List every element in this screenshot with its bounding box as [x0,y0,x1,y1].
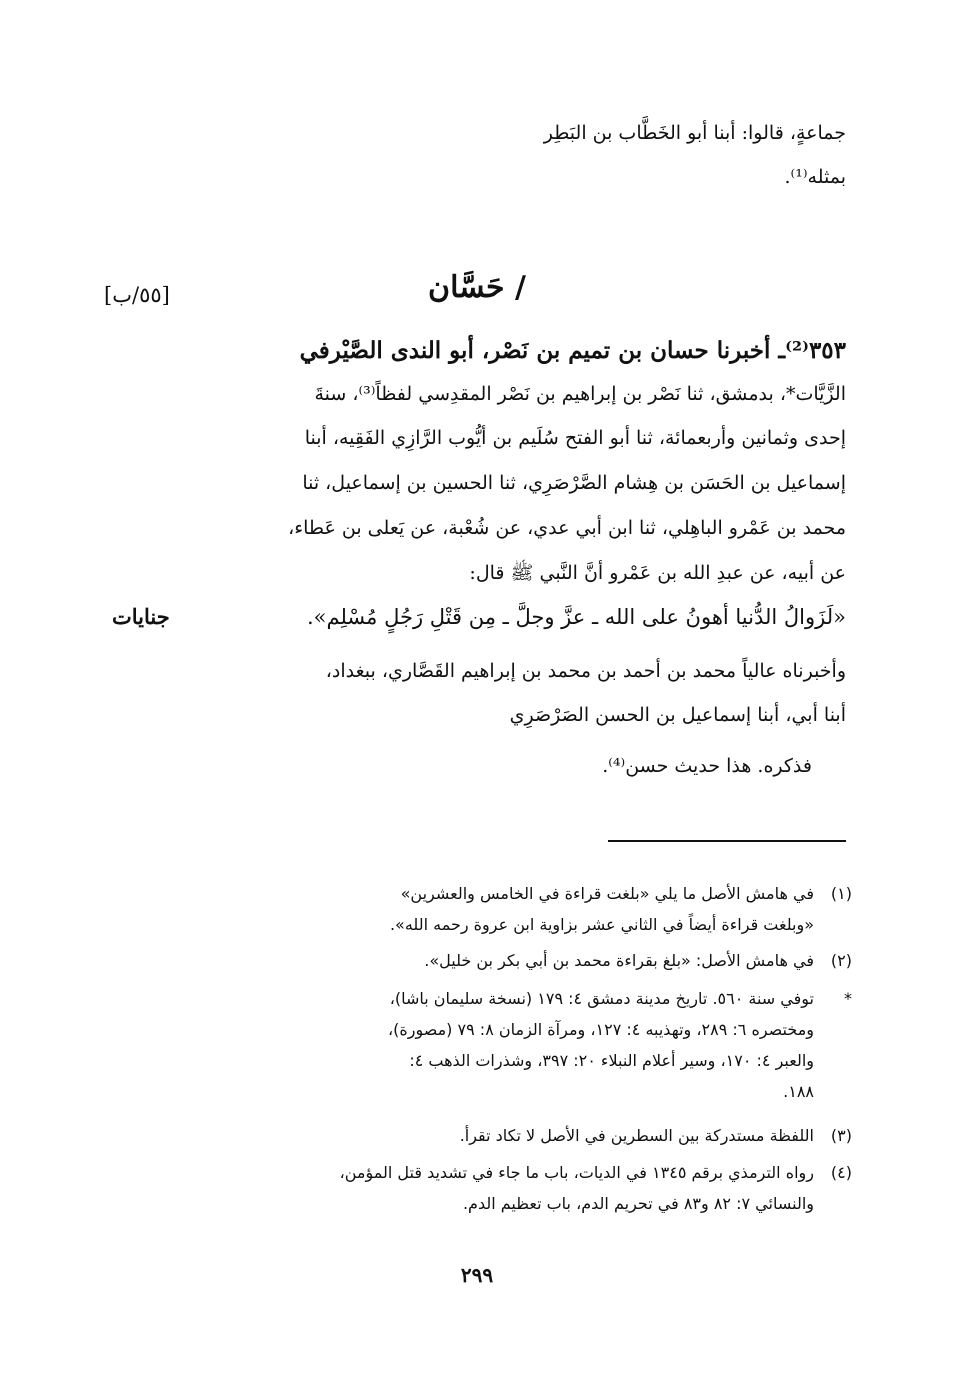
footnote-3 [106,1120,852,1151]
section-title: / حَسَّان [428,270,526,305]
footnote-star [106,983,852,1107]
chain-line-1: وأخبرناه عالياً محمد بن أحمد بن محمد بن إبراهيم القَصَّاري، ببغداد، [325,660,846,682]
footnote-text: ومختصره ٦: ٢٨٩، وتهذيبه ٤: ١٢٧، ومرآة الزمان ٨: ٧٩ (مصورة)، [387,1020,814,1039]
footnote-number: (١) [830,884,852,903]
folio-reference: [٥٥/ب] [104,283,170,307]
hadith-line-3: إسماعيل بن الحَسَن بن هِشام الصَّرْصَرِي، ثنا الحسين بن إسماعيل، ثنا [302,472,846,494]
footnote-2 [106,945,852,976]
footnote-text: والعبر ٤: ١٧٠، وسير أعلام النبلاء ٢٠: ٣٩٧، وشذرات الذهب ٤: [409,1051,814,1070]
footnote-text: في هامش الأصل: «بلغ بقراءة محمد بن أبي بكر بن خليل». [424,951,814,970]
footnote-number: (٣) [830,1126,852,1145]
footnote-text: في هامش الأصل ما يلي «بلغت قراءة في الخامس والعشرين» [400,884,814,903]
hadith-line-2: إحدى وثمانين وأربعمائة، ثنا أبو الفتح سُلَيم بن أيُّوب الرَّازِي الفَقِيه، أبنا [304,427,846,449]
footnote-text: رواه الترمذي برقم ١٣٤٥ في الديات، باب ما جاء في تشديد قتل المؤمن، [339,1163,814,1182]
grading-line: فذكره. هذا حديث حسن⁽⁴⁾. [602,755,812,777]
footnote-number: (٤) [830,1163,852,1182]
footnote-number: (٢) [830,951,852,970]
chain-line-2: أبنا أبي، أبنا إسماعيل بن الحسن الصَرْصَرِي [509,704,846,726]
hadith-heading: ٣٥٣⁽²⁾ـ أخبرنا حسان بن تميم بن نَصْر، أبو الندى الصَّيْرفي [299,337,846,364]
page-number: ٢٩٩ [460,1263,494,1287]
continuation-line-2: بمثله⁽¹⁾. [784,166,846,188]
footnote-text: اللفظة مستدركة بين السطرين في الأصل لا تكاد تقرأ. [459,1126,814,1145]
footnote-4 [106,1157,852,1219]
hadith-line-4: محمد بن عَمْرو الباهِلي، ثنا ابن أبي عدي، عن شُعْبة، عن يَعلى بن عَطاء، [288,517,846,539]
footnote-text: والنسائي ٧: ٨٢ و٨٣ في تحريم الدم، باب تعظيم الدم. [462,1194,814,1213]
footnote-text: توفي سنة ٥٦٠. تاريخ مدينة دمشق ٤: ١٧٩ (نسخة سليمان باشا)، [389,989,814,1008]
footnote-number: * [844,989,852,1008]
hadith-line-5: عن أبيه، عن عبدِ الله بن عَمْرو أنَّ النَّبي ﷺ قال: [469,562,846,584]
footnote-text: «وبلغت قراءة أيضاً في الثاني عشر بزاوية ابن عروة رحمه الله». [389,915,814,934]
continuation-line-1: جماعةٍ، قالوا: أبنا أبو الخَطَّاب بن البَطِر [543,122,846,144]
margin-note: جنايات [112,604,170,629]
hadith-line-1: الزَّيَّات*، بدمشق، ثنا نَصْر بن إبراهيم بن نَصْر المقدِسي لفظاً⁽³⁾، سنةَ [314,383,846,405]
footnote-rule [608,840,846,842]
footnote-text: ١٨٨. [783,1082,814,1101]
hadith-quote: «لَزَوالُ الدُّنيا أهونُ على الله ـ عزَّ وجلَّ ـ مِن قَتْلِ رَجُلٍ مُسْلِم». [306,605,846,629]
footnote-1 [106,878,852,940]
